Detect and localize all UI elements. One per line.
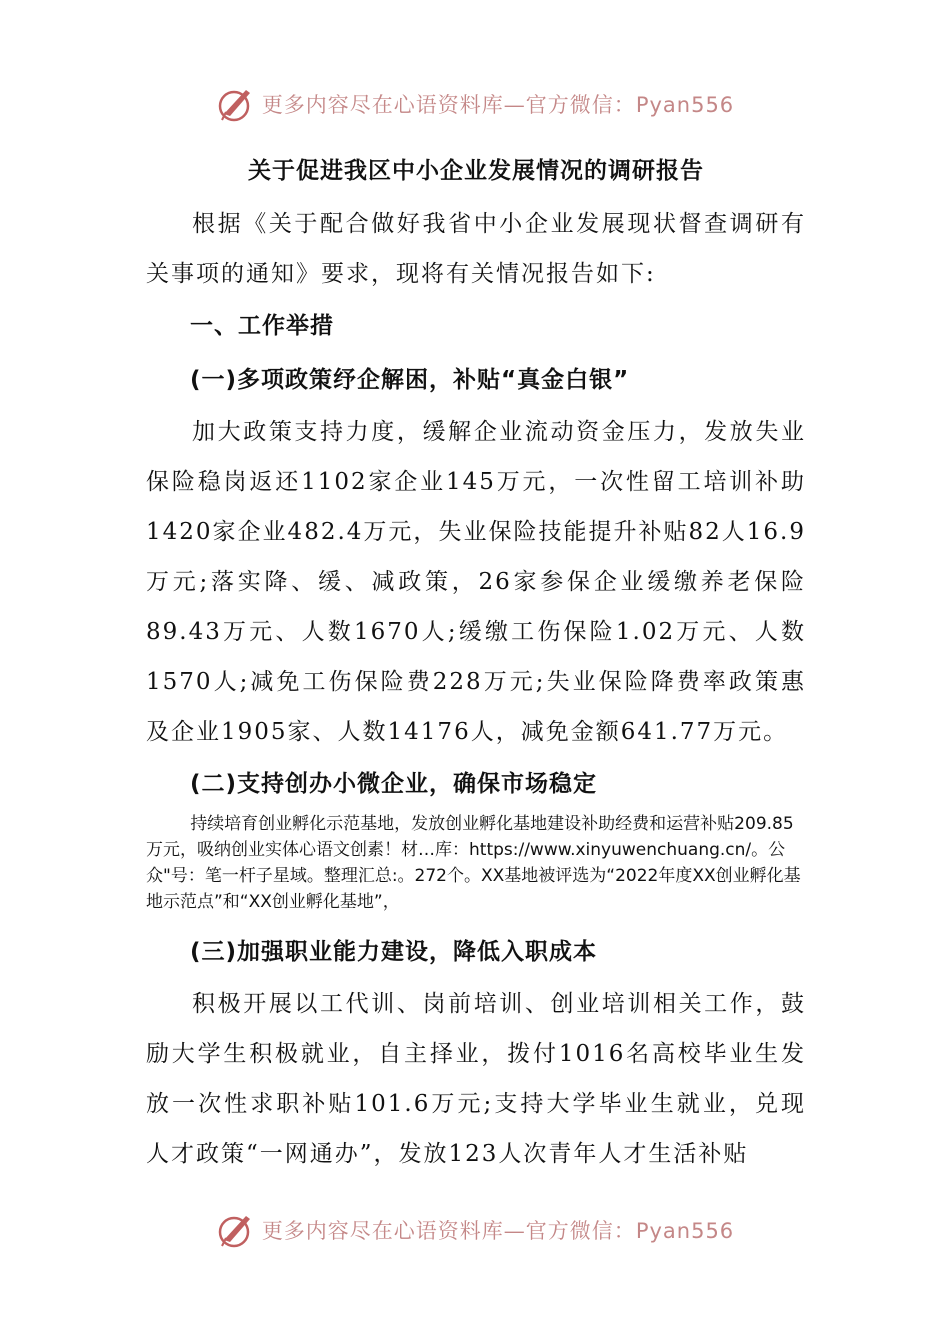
section-heading-1: 一、工作举措: [190, 313, 334, 339]
quill-logo-icon: [216, 84, 256, 124]
subsection-body-1: 加大政策支持力度，缓解企业流动资金压力，发放失业保险稳岗返还1102家企业145万元，一次性留工培训补助1420家企业482.4万元，失业保险技能提升补贴82人16.9万元;落实降、缓、减政策，26家参保企业缓缴养老保险89.43万元、人数1670人;缓缴工伤保险1.02万元、人数1570人;减免工伤保险费228万元;失业保险降费率政策惠及企业1905家、人数14176人，减免金额641.77万元。: [146, 419, 806, 745]
intro-paragraph: 根据《关于配合做好我省中小企业发展现状督查调研有关事项的通知》要求，现将有关情况报告如下:: [146, 211, 806, 287]
subsection-heading-2: (二)支持创办小微企业，确保市场稳定: [190, 771, 598, 797]
footer-banner: [0, 1208, 950, 1252]
banner-text: 更多内容尽在心语资料库—官方微信：Pyan556: [261, 1219, 735, 1243]
subsection-heading-3: (三)加强职业能力建设，降低入职成本: [190, 939, 598, 965]
document-title: 关于促进我区中小企业发展情况的调研报告: [248, 158, 704, 184]
banner-text: 更多内容尽在心语资料库—官方微信：Pyan556: [261, 93, 735, 117]
subsection-heading-1: (一)多项政策纾企解困，补贴“真金白银”: [190, 367, 630, 393]
header-banner: [0, 82, 950, 126]
subsection-body-2: 持续培育创业孵化示范基地，发放创业孵化基地建设补助经费和运营补贴209.85万元，吸纳创业实体心语文创素！材…库：https://www.xinyuwenchuang.cn/。公众"号：笔一杆子星域。整理汇总:。272个。XX基地被评选为“2022年度XX创业孵化基地示范点”和“XX创业孵化基地”，: [146, 814, 801, 912]
wechat-id: Pyan556: [635, 93, 735, 117]
document-body: [146, 148, 806, 1179]
subsection-body-3: 积极开展以工代训、岗前培训、创业培训相关工作，鼓励大学生积极就业，自主择业，拨付1016名高校毕业生发放一次性求职补贴101.6万元;支持大学毕业生就业，兑现人才政策“一网通办”，发放123人次青年人才生活补贴: [146, 991, 806, 1167]
quill-logo-icon: [216, 1210, 256, 1250]
wechat-id: Pyan556: [635, 1219, 735, 1243]
